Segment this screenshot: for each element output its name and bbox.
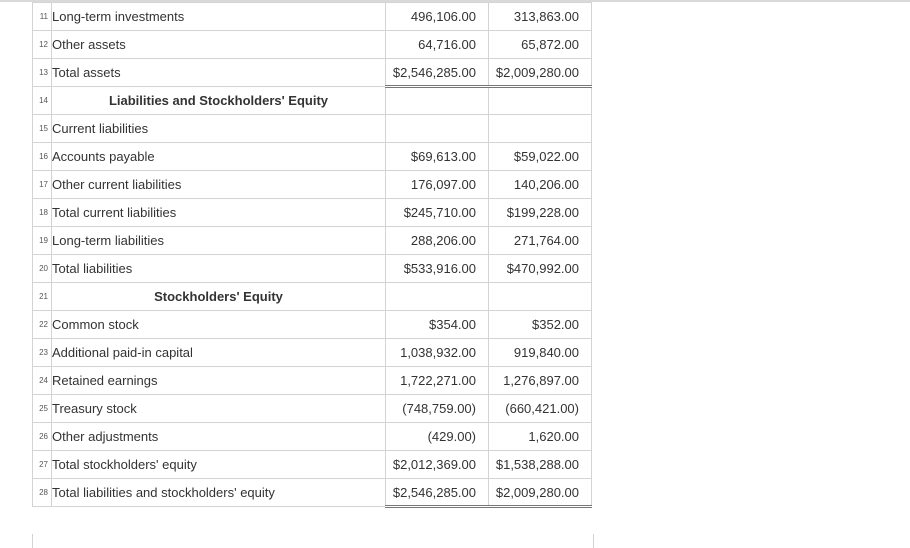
- row-number: 20: [33, 255, 52, 283]
- table-row: [33, 59, 592, 87]
- value-cell-year1[interactable]: [386, 115, 489, 143]
- table-row: [33, 87, 592, 115]
- value-cell-year1[interactable]: $69,613.00: [386, 143, 489, 171]
- row-label[interactable]: Additional paid-in capital: [52, 339, 386, 367]
- value-cell-year2[interactable]: 919,840.00: [489, 339, 592, 367]
- row-number: 25: [33, 395, 52, 423]
- row-label[interactable]: Current liabilities: [52, 115, 386, 143]
- table-row: [33, 395, 592, 423]
- row-label[interactable]: Other assets: [52, 31, 386, 59]
- value-cell-year2[interactable]: 1,276,897.00: [489, 367, 592, 395]
- table-row: [33, 367, 592, 395]
- table-row: [33, 339, 592, 367]
- row-number: 22: [33, 311, 52, 339]
- value-cell-year2[interactable]: $352.00: [489, 311, 592, 339]
- row-number: 13: [33, 59, 52, 87]
- row-number: 23: [33, 339, 52, 367]
- value-cell-year1[interactable]: $354.00: [386, 311, 489, 339]
- value-cell-year1[interactable]: [386, 87, 489, 115]
- value-cell-year2[interactable]: $59,022.00: [489, 143, 592, 171]
- value-cell-year1[interactable]: 496,106.00: [386, 3, 489, 31]
- value-cell-year2[interactable]: 313,863.00: [489, 3, 592, 31]
- row-number: 15: [33, 115, 52, 143]
- row-number: 26: [33, 423, 52, 451]
- row-number: 17: [33, 171, 52, 199]
- row-label[interactable]: Total liabilities: [52, 255, 386, 283]
- value-cell-year2[interactable]: [489, 283, 592, 311]
- value-cell-year2[interactable]: (660,421.00): [489, 395, 592, 423]
- value-cell-year2[interactable]: 65,872.00: [489, 31, 592, 59]
- value-cell-year2[interactable]: [489, 115, 592, 143]
- table-row: [33, 283, 592, 311]
- row-number: 12: [33, 31, 52, 59]
- value-cell-year1[interactable]: $2,012,369.00: [386, 451, 489, 479]
- value-cell-year1[interactable]: $533,916.00: [386, 255, 489, 283]
- table-row: [33, 423, 592, 451]
- value-cell-year2[interactable]: 140,206.00: [489, 171, 592, 199]
- row-number: 11: [33, 3, 52, 31]
- row-number: 28: [33, 479, 52, 507]
- row-number: 27: [33, 451, 52, 479]
- row-label[interactable]: Common stock: [52, 311, 386, 339]
- value-cell-year2[interactable]: 271,764.00: [489, 227, 592, 255]
- value-cell-year1[interactable]: $2,546,285.00: [386, 59, 489, 87]
- table-row: [33, 199, 592, 227]
- row-label[interactable]: Long-term liabilities: [52, 227, 386, 255]
- value-cell-year2[interactable]: $2,009,280.00: [489, 59, 592, 87]
- table-row: [33, 31, 592, 59]
- table-row: [33, 171, 592, 199]
- value-cell-year1[interactable]: $2,546,285.00: [386, 479, 489, 507]
- row-number: 24: [33, 367, 52, 395]
- value-cell-year1[interactable]: (429.00): [386, 423, 489, 451]
- value-cell-year2[interactable]: $1,538,288.00: [489, 451, 592, 479]
- table-row: [33, 311, 592, 339]
- balance-sheet-table: [32, 2, 592, 508]
- value-cell-year2[interactable]: [489, 87, 592, 115]
- row-label[interactable]: Other adjustments: [52, 423, 386, 451]
- row-label[interactable]: Total liabilities and stockholders' equity: [52, 479, 386, 507]
- table-row: [33, 255, 592, 283]
- row-label[interactable]: Total stockholders' equity: [52, 451, 386, 479]
- value-cell-year2[interactable]: $470,992.00: [489, 255, 592, 283]
- value-cell-year1[interactable]: 1,722,271.00: [386, 367, 489, 395]
- row-label[interactable]: Total current liabilities: [52, 199, 386, 227]
- row-label[interactable]: Treasury stock: [52, 395, 386, 423]
- row-label[interactable]: Long-term investments: [52, 3, 386, 31]
- value-cell-year2[interactable]: $2,009,280.00: [489, 479, 592, 507]
- row-label[interactable]: Accounts payable: [52, 143, 386, 171]
- table-row: [33, 451, 592, 479]
- value-cell-year1[interactable]: 64,716.00: [386, 31, 489, 59]
- value-cell-year2[interactable]: $199,228.00: [489, 199, 592, 227]
- value-cell-year1[interactable]: 288,206.00: [386, 227, 489, 255]
- table-row: [33, 143, 592, 171]
- row-number: 14: [33, 87, 52, 115]
- row-number: 21: [33, 283, 52, 311]
- section-heading[interactable]: Stockholders' Equity: [52, 283, 386, 311]
- value-cell-year1[interactable]: 176,097.00: [386, 171, 489, 199]
- row-number: 16: [33, 143, 52, 171]
- row-label[interactable]: Total assets: [52, 59, 386, 87]
- value-cell-year1[interactable]: $245,710.00: [386, 199, 489, 227]
- row-number: 18: [33, 199, 52, 227]
- value-cell-year1[interactable]: 1,038,932.00: [386, 339, 489, 367]
- table-tail: [32, 534, 594, 548]
- value-cell-year1[interactable]: (748,759.00): [386, 395, 489, 423]
- table-body: [33, 3, 592, 507]
- table-row: [33, 479, 592, 507]
- table-row: [33, 115, 592, 143]
- row-number: 19: [33, 227, 52, 255]
- row-label[interactable]: Other current liabilities: [52, 171, 386, 199]
- row-label[interactable]: Retained earnings: [52, 367, 386, 395]
- table-row: [33, 227, 592, 255]
- value-cell-year2[interactable]: 1,620.00: [489, 423, 592, 451]
- table-row: [33, 3, 592, 31]
- value-cell-year1[interactable]: [386, 283, 489, 311]
- section-heading[interactable]: Liabilities and Stockholders' Equity: [52, 87, 386, 115]
